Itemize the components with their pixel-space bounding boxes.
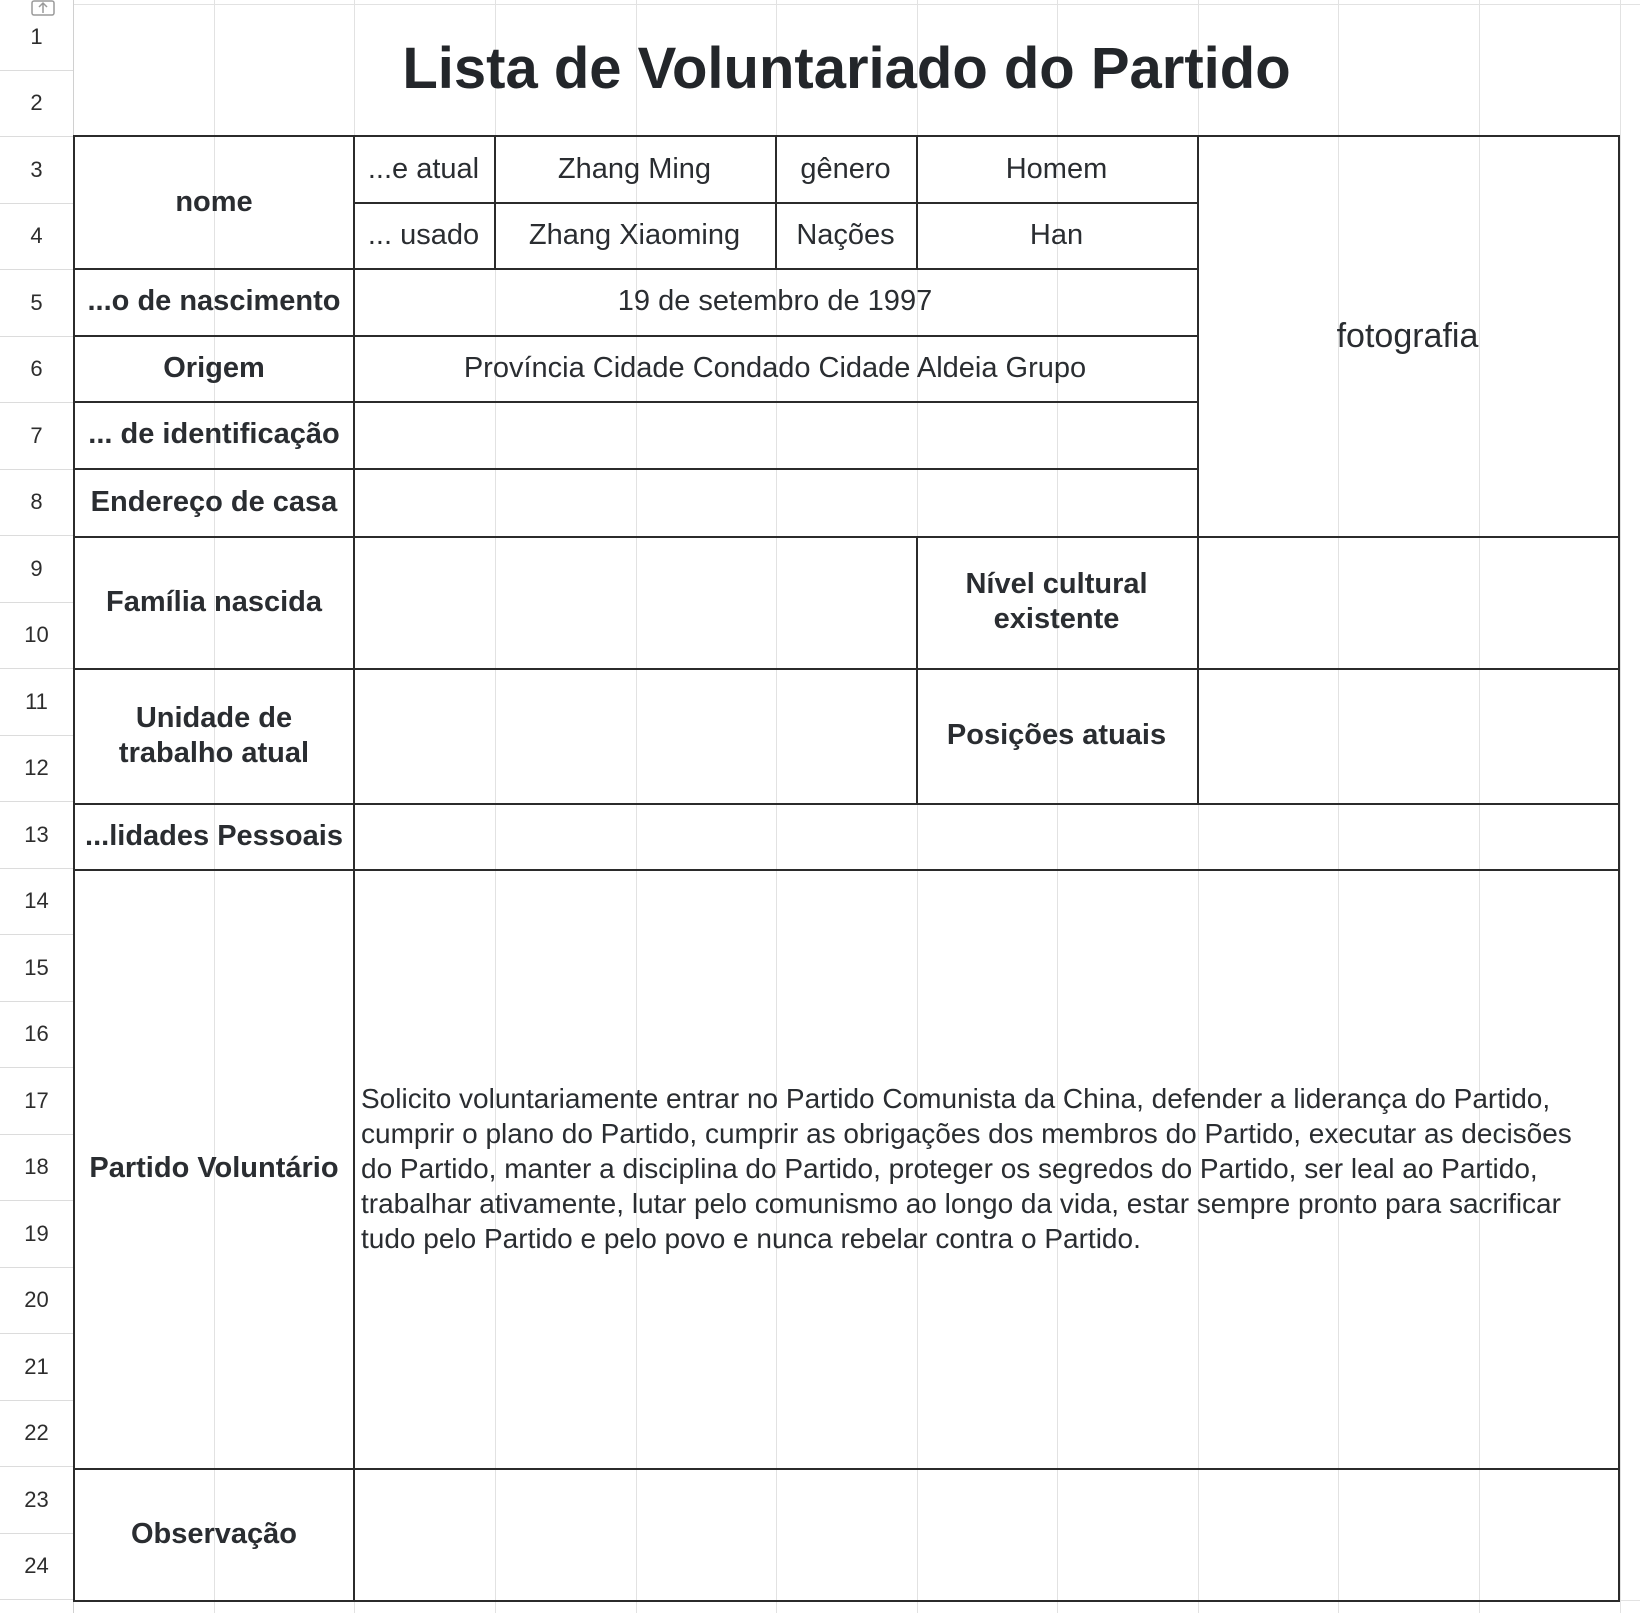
row-number[interactable]: 14 — [0, 869, 73, 936]
id-number-value[interactable] — [353, 401, 1199, 470]
origin-label[interactable]: Origem — [73, 335, 355, 403]
id-number-label[interactable]: ... de identificação — [73, 401, 355, 470]
used-name-value[interactable]: Zhang Xiaoming — [494, 202, 777, 270]
family-origin-value[interactable] — [353, 536, 918, 670]
photo-placeholder[interactable]: fotografia — [1197, 135, 1620, 538]
gender-value[interactable]: Homem — [916, 135, 1199, 204]
education-level-label[interactable]: Nível cultural existente — [916, 536, 1199, 670]
party-oath-text[interactable]: Solicito voluntariamente entrar no Partido Comunista da China, defender a liderança do Partido, cumprir o plano do Partido, cumprir as obrigações dos membros do Partido, executar as decisões do Partido, manter a disciplina do Partido, proteger os segredos do Partido, ser leal ao Partido, trabalhar ativamente, lutar pelo comunismo ao longo da vida, estar sempre pronto para sacrificar tudo pelo Partido e pelo povo e nunca rebelar contra o Partido. — [353, 869, 1620, 1470]
row-number[interactable]: 24 — [0, 1534, 73, 1601]
row-number[interactable]: 5 — [0, 270, 73, 337]
row-number[interactable]: 17 — [0, 1068, 73, 1135]
ethnicity-value[interactable]: Han — [916, 202, 1199, 270]
row-number[interactable]: 16 — [0, 1002, 73, 1069]
row-number[interactable]: 13 — [0, 802, 73, 869]
used-name-label[interactable]: ... usado — [353, 202, 496, 270]
row-number[interactable]: 8 — [0, 470, 73, 537]
row-number[interactable]: 4 — [0, 204, 73, 271]
current-position-value[interactable] — [1197, 668, 1620, 805]
notes-label[interactable]: Observação — [73, 1468, 355, 1602]
row-number[interactable]: 18 — [0, 1135, 73, 1202]
name-label[interactable]: nome — [73, 135, 355, 270]
work-unit-label[interactable]: Unidade de trabalho atual — [73, 668, 355, 805]
current-name-label[interactable]: ...e atual — [353, 135, 496, 204]
work-unit-value[interactable] — [353, 668, 918, 805]
row-number[interactable]: 11 — [0, 669, 73, 736]
education-level-value[interactable] — [1197, 536, 1620, 670]
row-number[interactable]: 3 — [0, 137, 73, 204]
current-position-label[interactable]: Posições atuais — [916, 668, 1199, 805]
row-header-column — [0, 0, 74, 1613]
home-address-label[interactable]: Endereço de casa — [73, 468, 355, 538]
family-origin-label[interactable]: Família nascida — [73, 536, 355, 670]
origin-value[interactable]: Província Cidade Condado Cidade Aldeia Grupo — [353, 335, 1199, 403]
row-number[interactable]: 10 — [0, 603, 73, 670]
row-number[interactable]: 9 — [0, 536, 73, 603]
row-number[interactable]: 15 — [0, 935, 73, 1002]
row-number[interactable]: 22 — [0, 1401, 73, 1468]
gender-label[interactable]: gênero — [775, 135, 918, 204]
personal-specialties-value[interactable] — [353, 803, 1620, 871]
row-number[interactable]: 7 — [0, 403, 73, 470]
home-address-value[interactable] — [353, 468, 1199, 538]
sheet-title[interactable]: Lista de Voluntariado do Partido — [402, 35, 1291, 101]
personal-specialties-label[interactable]: ...lidades Pessoais — [73, 803, 355, 871]
grid-line — [1620, 0, 1621, 1613]
row-number[interactable]: 23 — [0, 1467, 73, 1534]
party-oath-label[interactable]: Partido Voluntário — [73, 869, 355, 1470]
row-number[interactable]: 19 — [0, 1201, 73, 1268]
birth-date-label[interactable]: ...o de nascimento — [73, 268, 355, 337]
row-number[interactable]: 12 — [0, 736, 73, 803]
notes-value[interactable] — [353, 1468, 1620, 1602]
ethnicity-label[interactable]: Nações — [775, 202, 918, 270]
birth-date-value[interactable]: 19 de setembro de 1997 — [353, 268, 1199, 337]
current-name-value[interactable]: Zhang Ming — [494, 135, 777, 204]
row-number[interactable]: 6 — [0, 337, 73, 404]
row-number[interactable]: 1 — [0, 4, 73, 71]
row-number[interactable]: 20 — [0, 1268, 73, 1335]
row-number[interactable]: 2 — [0, 71, 73, 138]
row-number[interactable]: 21 — [0, 1334, 73, 1401]
